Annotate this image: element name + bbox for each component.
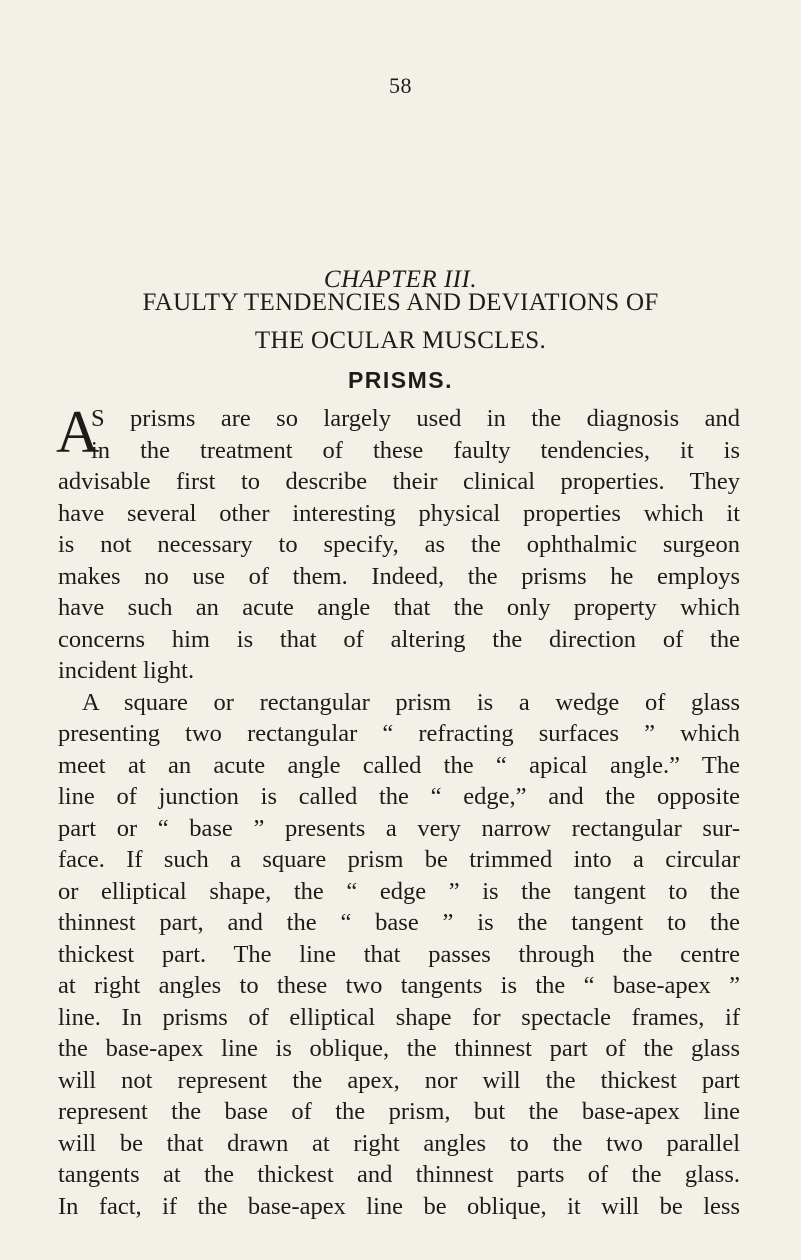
text-line: will be that drawn at right angles to the two parallel — [58, 1129, 740, 1157]
body-text — [56, 399, 740, 1222]
text-line: advisable first to describe their clinical properties. They — [58, 468, 740, 495]
chapter-title-line-1: FAULTY TENDENCIES AND DEVIATIONS OF — [142, 289, 659, 316]
text-line: the base-apex line is oblique, the thinnest part of the glass — [58, 1035, 740, 1062]
text-line: in the treatment of these faulty tendencies, it is — [91, 436, 740, 464]
chapter-title — [60, 284, 741, 360]
text-line: meet at an acute angle called the “ apical angle.” The — [58, 751, 740, 779]
page-number: 58 — [389, 73, 412, 98]
text-line: is not necessary to specify, as the ophthalmic surgeon — [58, 531, 740, 558]
text-line: thinnest part, and the “ base ” is the tangent to the — [58, 909, 740, 936]
section-heading: PRISMS. — [347, 367, 454, 393]
text-line: makes no use of them. Indeed, the prisms he employs — [58, 562, 740, 590]
text-line: A square or rectangular prism is a wedge of glass — [82, 688, 740, 716]
text-line: represent the base of the prism, but the base-apex line — [58, 1098, 740, 1125]
text-line-content: S prisms are so largely used in the diagnosis and — [91, 405, 740, 432]
text-line: concerns him is that of altering the direction of the — [58, 625, 740, 653]
text-line: have such an acute angle that the only property which — [58, 594, 740, 621]
text-line: part or “ base ” presents a very narrow rectangular sur- — [58, 814, 740, 842]
text-line: thickest part. The line that passes through the centre — [58, 940, 740, 968]
text-line: line of junction is called the “ edge,” and the opposite — [58, 783, 740, 810]
text-line: or elliptical shape, the “ edge ” is the tangent to the — [58, 877, 740, 905]
chapter-title-line-2: THE OCULAR MUSCLES. — [254, 327, 547, 354]
text-line: line. In prisms of elliptical shape for spectacle frames, if — [58, 1003, 740, 1031]
text-line: have several other interesting physical properties which it — [58, 499, 740, 527]
text-line: In fact, if the base-apex line be oblique, it will be less — [58, 1192, 740, 1220]
text-line: tangents at the thickest and thinnest parts of the glass. — [58, 1161, 740, 1188]
text-line: at right angles to these two tangents is the “ base-apex ” — [58, 972, 740, 999]
drop-cap: A — [56, 399, 100, 465]
text-line: presenting two rectangular “ refracting surfaces ” which — [58, 720, 740, 747]
chapter-heading: CHAPTER III. — [323, 266, 478, 293]
text-line: incident light. — [58, 657, 195, 684]
text-line: face. If such a square prism be trimmed into a circular — [58, 846, 740, 873]
text-line: will not represent the apex, nor will the thickest part — [58, 1066, 740, 1094]
